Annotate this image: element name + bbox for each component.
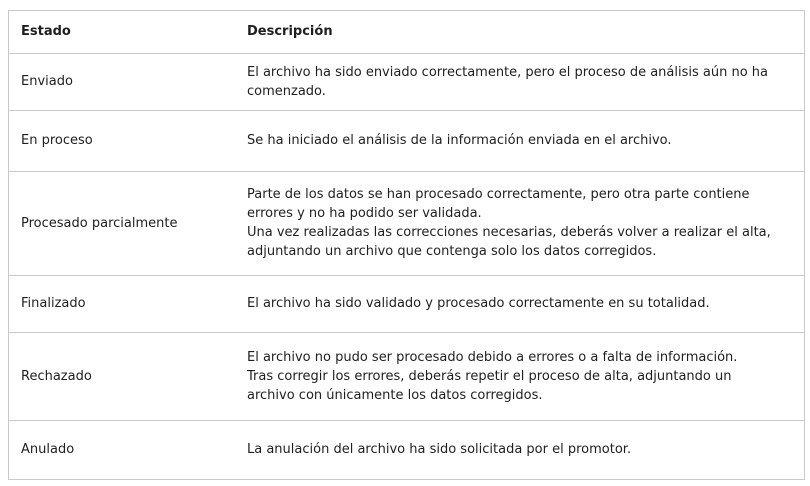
descripcion-line: El archivo ha sido validado y procesado correctamente en su totalidad. [247, 296, 710, 311]
table-row [9, 332, 804, 420]
table-row [9, 420, 804, 479]
table-row [9, 110, 804, 171]
descripcion-line: errores y no ha podido ser validada. [247, 206, 482, 221]
header-estado: Estado [9, 11, 235, 53]
descripcion-line: La anulación del archivo ha sido solicitada por el promotor. [247, 442, 632, 458]
descripcion-line: Parte de los datos se han procesado correctamente, pero otra parte contiene [247, 187, 750, 202]
estado-cell: Finalizado [9, 275, 235, 332]
descripcion-line: Se ha iniciado el análisis de la información enviada en el archivo. [247, 133, 672, 148]
estado-cell: Rechazado [9, 332, 235, 420]
descripcion-line: archivo con únicamente los datos corregidos. [247, 387, 543, 403]
descripcion-line: El archivo no pudo ser procesado debido a errores o a falta de información. [247, 349, 738, 365]
estado-cell: Anulado [21, 442, 75, 458]
header-descripcion: Descripción [235, 11, 804, 53]
status-table-container [8, 10, 805, 480]
descripcion-cell [235, 110, 804, 171]
table-row [9, 53, 804, 110]
table-header-row [9, 11, 804, 53]
descripcion-line: comenzado. [247, 83, 326, 99]
table-row [9, 171, 804, 275]
descripcion-line: adjuntando un archivo que contenga solo los datos corregidos. [247, 244, 657, 259]
descripcion-line: Una vez realizadas las correcciones necesarias, deberás volver a realizar el alta, [247, 225, 771, 240]
estado-cell: Procesado parcialmente [9, 171, 235, 275]
descripcion-cell [235, 53, 804, 110]
descripcion-line: Tras corregir los errores, deberás repetir el proceso de alta, adjuntando un [247, 368, 732, 384]
descripcion-cell [235, 171, 804, 275]
descripcion-line: El archivo ha sido enviado correctamente, pero el proceso de análisis aún no ha [247, 64, 768, 80]
descripcion-cell [235, 420, 804, 479]
descripcion-cell [235, 332, 804, 420]
estado-cell: En proceso [9, 110, 235, 171]
table-row [9, 275, 804, 332]
descripcion-cell [235, 275, 804, 332]
status-table [9, 11, 804, 479]
estado-cell: Enviado [9, 53, 235, 110]
